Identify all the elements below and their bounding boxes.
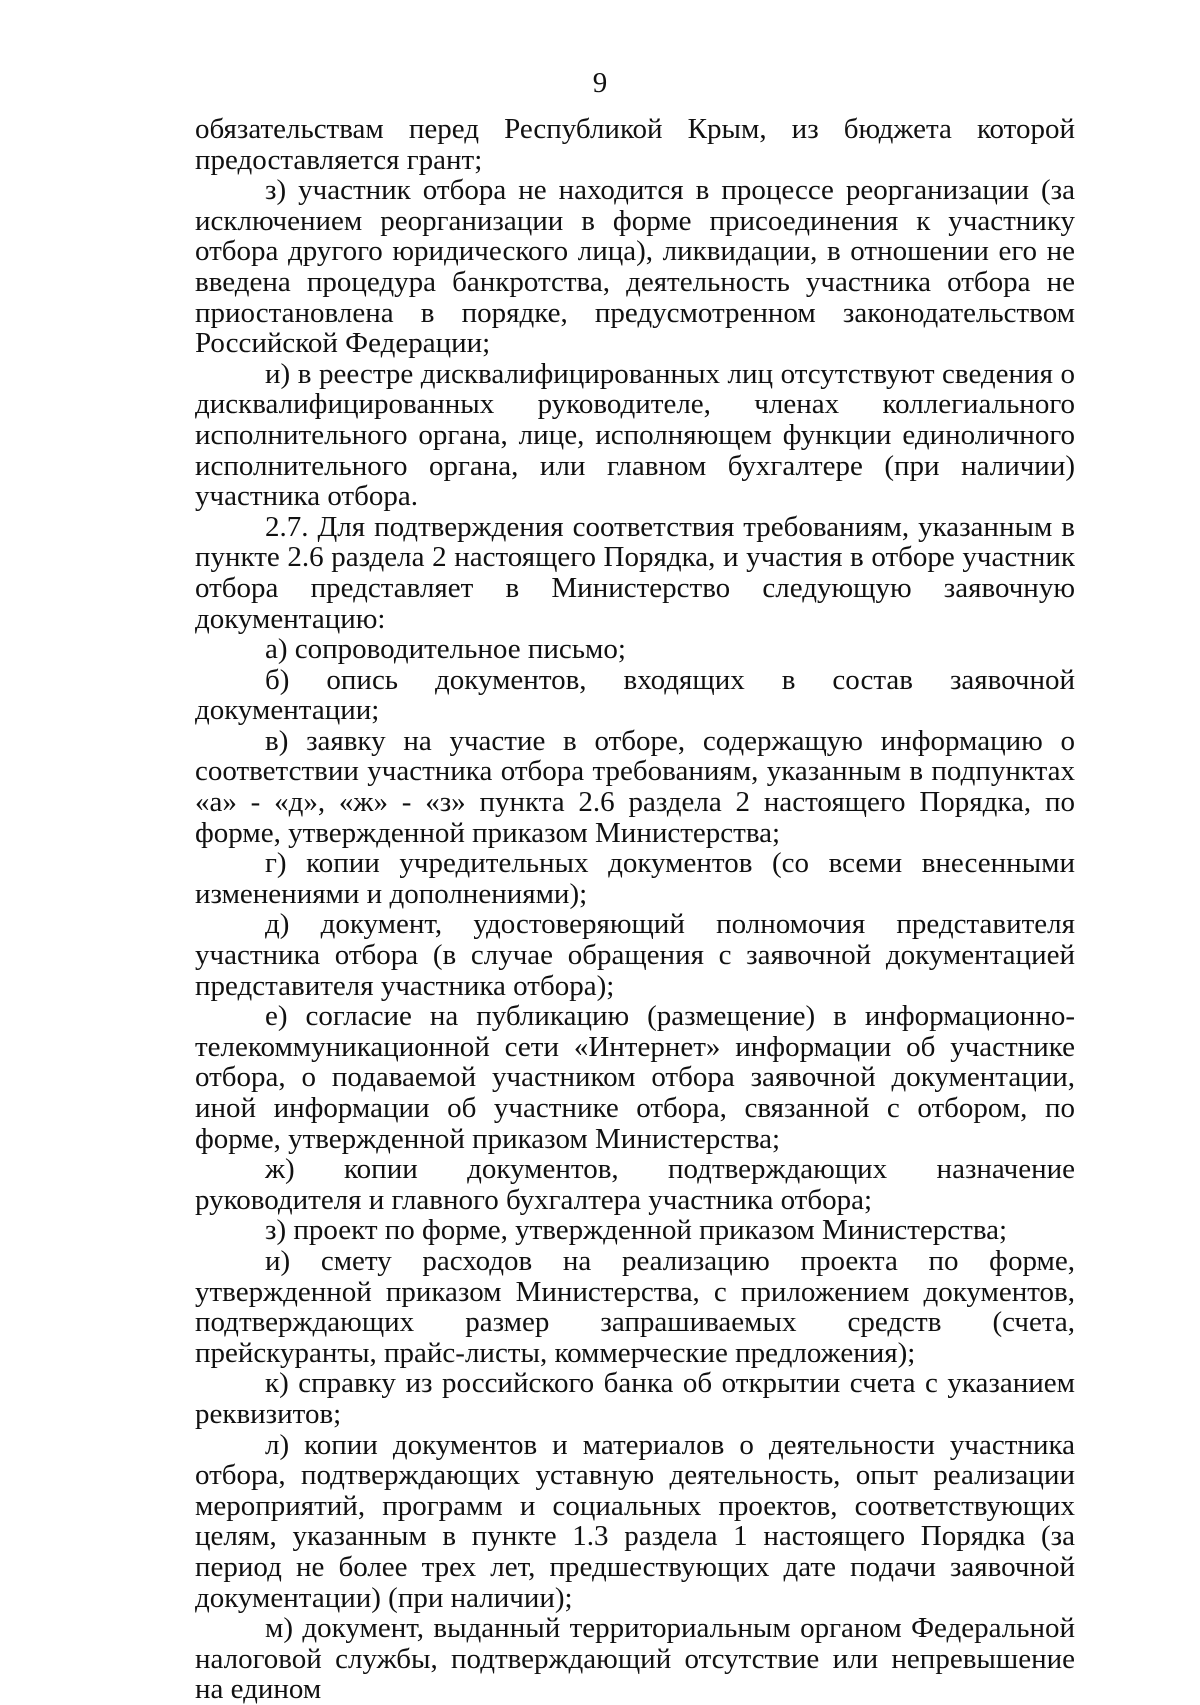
list-item-m: м) документ, выданный территориальным органом Федеральной налоговой службы, подтверждающий отсутствие или непревышение на едином <box>195 1612 1075 1705</box>
list-item-k: к) справку из российского банка об открытии счета с указанием реквизитов; <box>195 1367 1075 1430</box>
paragraph-continuation: обязательствам перед Республикой Крым, из бюджета которой предоставляется грант; <box>195 113 1075 176</box>
list-item-zh: ж) копии документов, подтверждающих назначение руководителя и главного бухгалтера участника отбора; <box>195 1153 1075 1216</box>
paragraph-item-i: и) в реестре дисквалифицированных лиц отсутствуют сведения о дисквалифицированных руководителе, членах коллегиального исполнительного органа, лице, исполняющем функции единоличного исполнительного органа, или главном бухгалтере (при наличии) участника отбора. <box>195 357 1075 513</box>
list-item-e: е) согласие на публикацию (размещение) в информационно-телекоммуникационной сети «Интернет» информации об участнике отбора, о подаваемой участником отбора заявочной документации, иной информации об участнике отбора, связанной с отбором, по форме, утвержденной приказом Министерства; <box>195 1000 1075 1155</box>
paragraph-section-2-7: 2.7. Для подтверждения соответствия требованиям, указанным в пункте 2.6 раздела 2 настоящего Порядка, и участия в отборе участник отбора представляет в Министерство следующую заявочную документацию: <box>195 510 1075 635</box>
document-body <box>195 114 1075 1705</box>
list-item-b: б) опись документов, входящих в состав заявочной документации; <box>195 663 1075 727</box>
list-item-d: д) документ, удостоверяющий полномочия представителя участника отбора (в случае обращения с заявочной документацией представителя участника отбора); <box>195 908 1075 1002</box>
page-number: 9 <box>592 67 608 99</box>
list-item-v: в) заявку на участие в отборе, содержащую информацию о соответствии участника отбора требованиям, указанным в подпунктах «а» - «д», «ж» - «з» пункта 2.6 раздела 2 настоящего Порядка, по форме, утвержденной приказом Министерства; <box>195 724 1075 849</box>
list-item-g: г) копии учредительных документов (со всеми внесенными изменениями и дополнениями); <box>195 847 1075 910</box>
list-item-z: з) проект по форме, утвержденной приказом Министерства; <box>265 1214 1008 1247</box>
list-item-a: а) сопроводительное письмо; <box>265 633 626 666</box>
paragraph-item-z: з) участник отбора не находится в процессе реорганизации (за исключением реорганизации в форме присоединения к участнику отбора другого юридического лица), ликвидации, в отношении его не введена процедура банкротства, деятельность участника отбора не приостановлена в порядке, предусмотренном законодательством Российской Федерации; <box>195 174 1075 360</box>
list-item-l: л) копии документов и материалов о деятельности участника отбора, подтверждающих уставную деятельность, опыт реализации мероприятий, программ и социальных проектов, соответствующих целям, указанным в пункте 1.3 раздела 1 настоящего Порядка (за период не более трех лет, предшествующих дате подачи заявочной документации) (при наличии); <box>195 1428 1075 1614</box>
list-item-i: и) смету расходов на реализацию проекта по форме, утвержденной приказом Министерства, с приложением документов, подтверждающих размер запрашиваемых средств (счета, прейскуранты, прайс-листы, коммерческие предложения); <box>195 1244 1075 1369</box>
